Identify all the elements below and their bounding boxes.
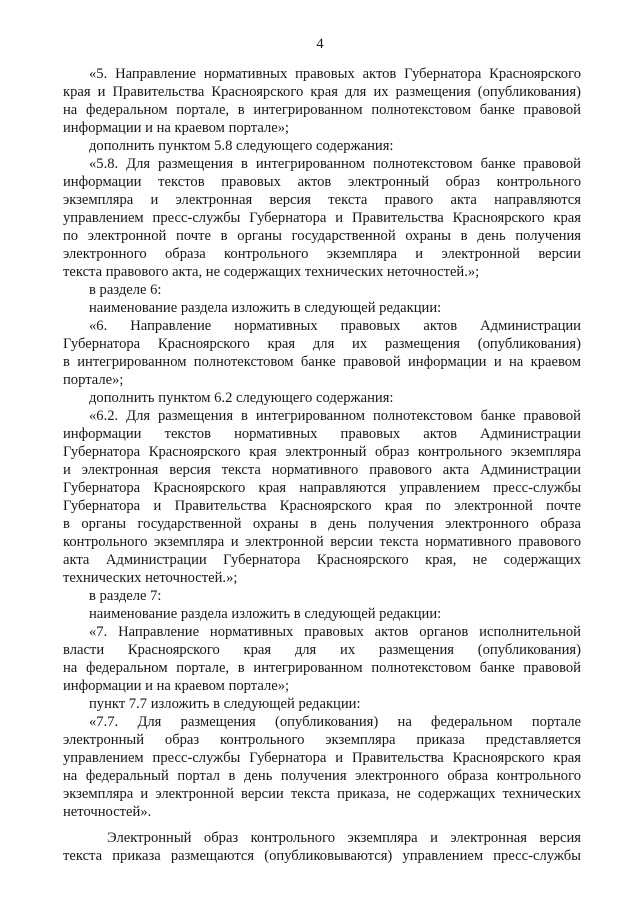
text-line: Электронный образ контрольного экземпляра и электронная версия — [107, 830, 581, 846]
text-line: «6. Направление нормативных правовых актов Администрации — [89, 318, 581, 334]
text-line: информации текстов нормативных правовых актов Администрации — [63, 426, 581, 442]
text-line: «5. Направление нормативных правовых актов Губернатора Красноярского — [89, 66, 581, 82]
text-line: края и Правительства Красноярского края для их размещения (опубликования) — [63, 84, 581, 100]
text-line: в интегрированном полнотекстовом банке правовой информации и на краевом — [63, 354, 581, 370]
text-line: «5.8. Для размещения в интегрированном полнотекстовом банке правовой — [89, 156, 581, 172]
text-line: и электронная версия текста нормативного правового акта Администрации — [63, 462, 581, 478]
text-line: акта Администрации Губернатора Красноярского края, не содержащих — [63, 552, 581, 568]
page-number: 4 — [316, 36, 324, 52]
text-line: «7. Направление нормативных правовых актов органов исполнительной — [89, 624, 581, 640]
text-line: в разделе 7: — [89, 588, 162, 604]
text-line: дополнить пунктом 5.8 следующего содержания: — [89, 138, 394, 154]
text-line: экземпляра и электронной версии текста приказа, не содержащих технических — [63, 786, 581, 802]
text-line: информации текстов правовых актов электронный образ контрольного — [63, 174, 581, 190]
text-line: по электронной почте в органы государственной охраны в день получения — [63, 228, 581, 244]
text-line: информации и на краевом портале»; — [63, 120, 290, 136]
text-line: технических неточностей.»; — [63, 570, 238, 586]
text-line: экземпляра и электронная версия текста правого акта направляются — [63, 192, 581, 208]
text-line: контрольного экземпляра и электронной версии текста нормативного правового — [63, 534, 581, 550]
text-line: пункт 7.7 изложить в следующей редакции: — [89, 696, 361, 712]
text-line: «7.7. Для размещения (опубликования) на федеральном портале — [89, 714, 581, 730]
text-line: «6.2. Для размещения в интегрированном полнотекстовом банке правовой — [89, 408, 581, 424]
text-line: управлением пресс-службы Губернатора и Правительства Красноярского края — [63, 210, 581, 226]
text-line: текста приказа размещаются (опубликовываются) управлением пресс-службы — [63, 848, 581, 864]
text-line: дополнить пунктом 6.2 следующего содержания: — [89, 390, 394, 406]
text-line: управлением пресс-службы Губернатора и Правительства Красноярского края — [63, 750, 581, 766]
text-line: Губернатора Красноярского края для их размещения (опубликования) — [63, 336, 581, 352]
text-line: электронного образа контрольного экземпляра и электронной версии — [63, 246, 581, 262]
text-line: наименование раздела изложить в следующей редакции: — [89, 300, 442, 316]
text-line: неточностей». — [63, 804, 152, 820]
text-line: Губернатора Красноярского края направляются управлением пресс-службы — [63, 480, 581, 496]
text-line: Губернатора и Правительства Красноярского края по электронной почте — [63, 498, 581, 514]
text-line: на федеральном портале, в интегрированном полнотекстовом банке правовой — [63, 102, 581, 118]
text-line: на федеральный портал в день получения электронного образа контрольного — [63, 768, 581, 784]
text-line: наименование раздела изложить в следующей редакции: — [89, 606, 442, 622]
text-line: власти Красноярского края для их размещения (опубликования) — [63, 642, 581, 658]
text-line: в органы государственной охраны в день получения электронного образа — [63, 516, 581, 532]
text-line: Губернатора Красноярского края электронный образ контрольного экземпляра — [63, 444, 581, 460]
text-line: электронный образ контрольного экземпляра приказа представляется — [63, 732, 581, 748]
text-line: текста правового акта, не содержащих технических неточностей.»; — [63, 264, 480, 280]
text-line: портале»; — [63, 372, 124, 388]
text-line: информации и на краевом портале»; — [63, 678, 290, 694]
text-line: на федеральном портале, в интегрированном полнотекстовом банке правовой — [63, 660, 581, 676]
text-line: в разделе 6: — [89, 282, 162, 298]
